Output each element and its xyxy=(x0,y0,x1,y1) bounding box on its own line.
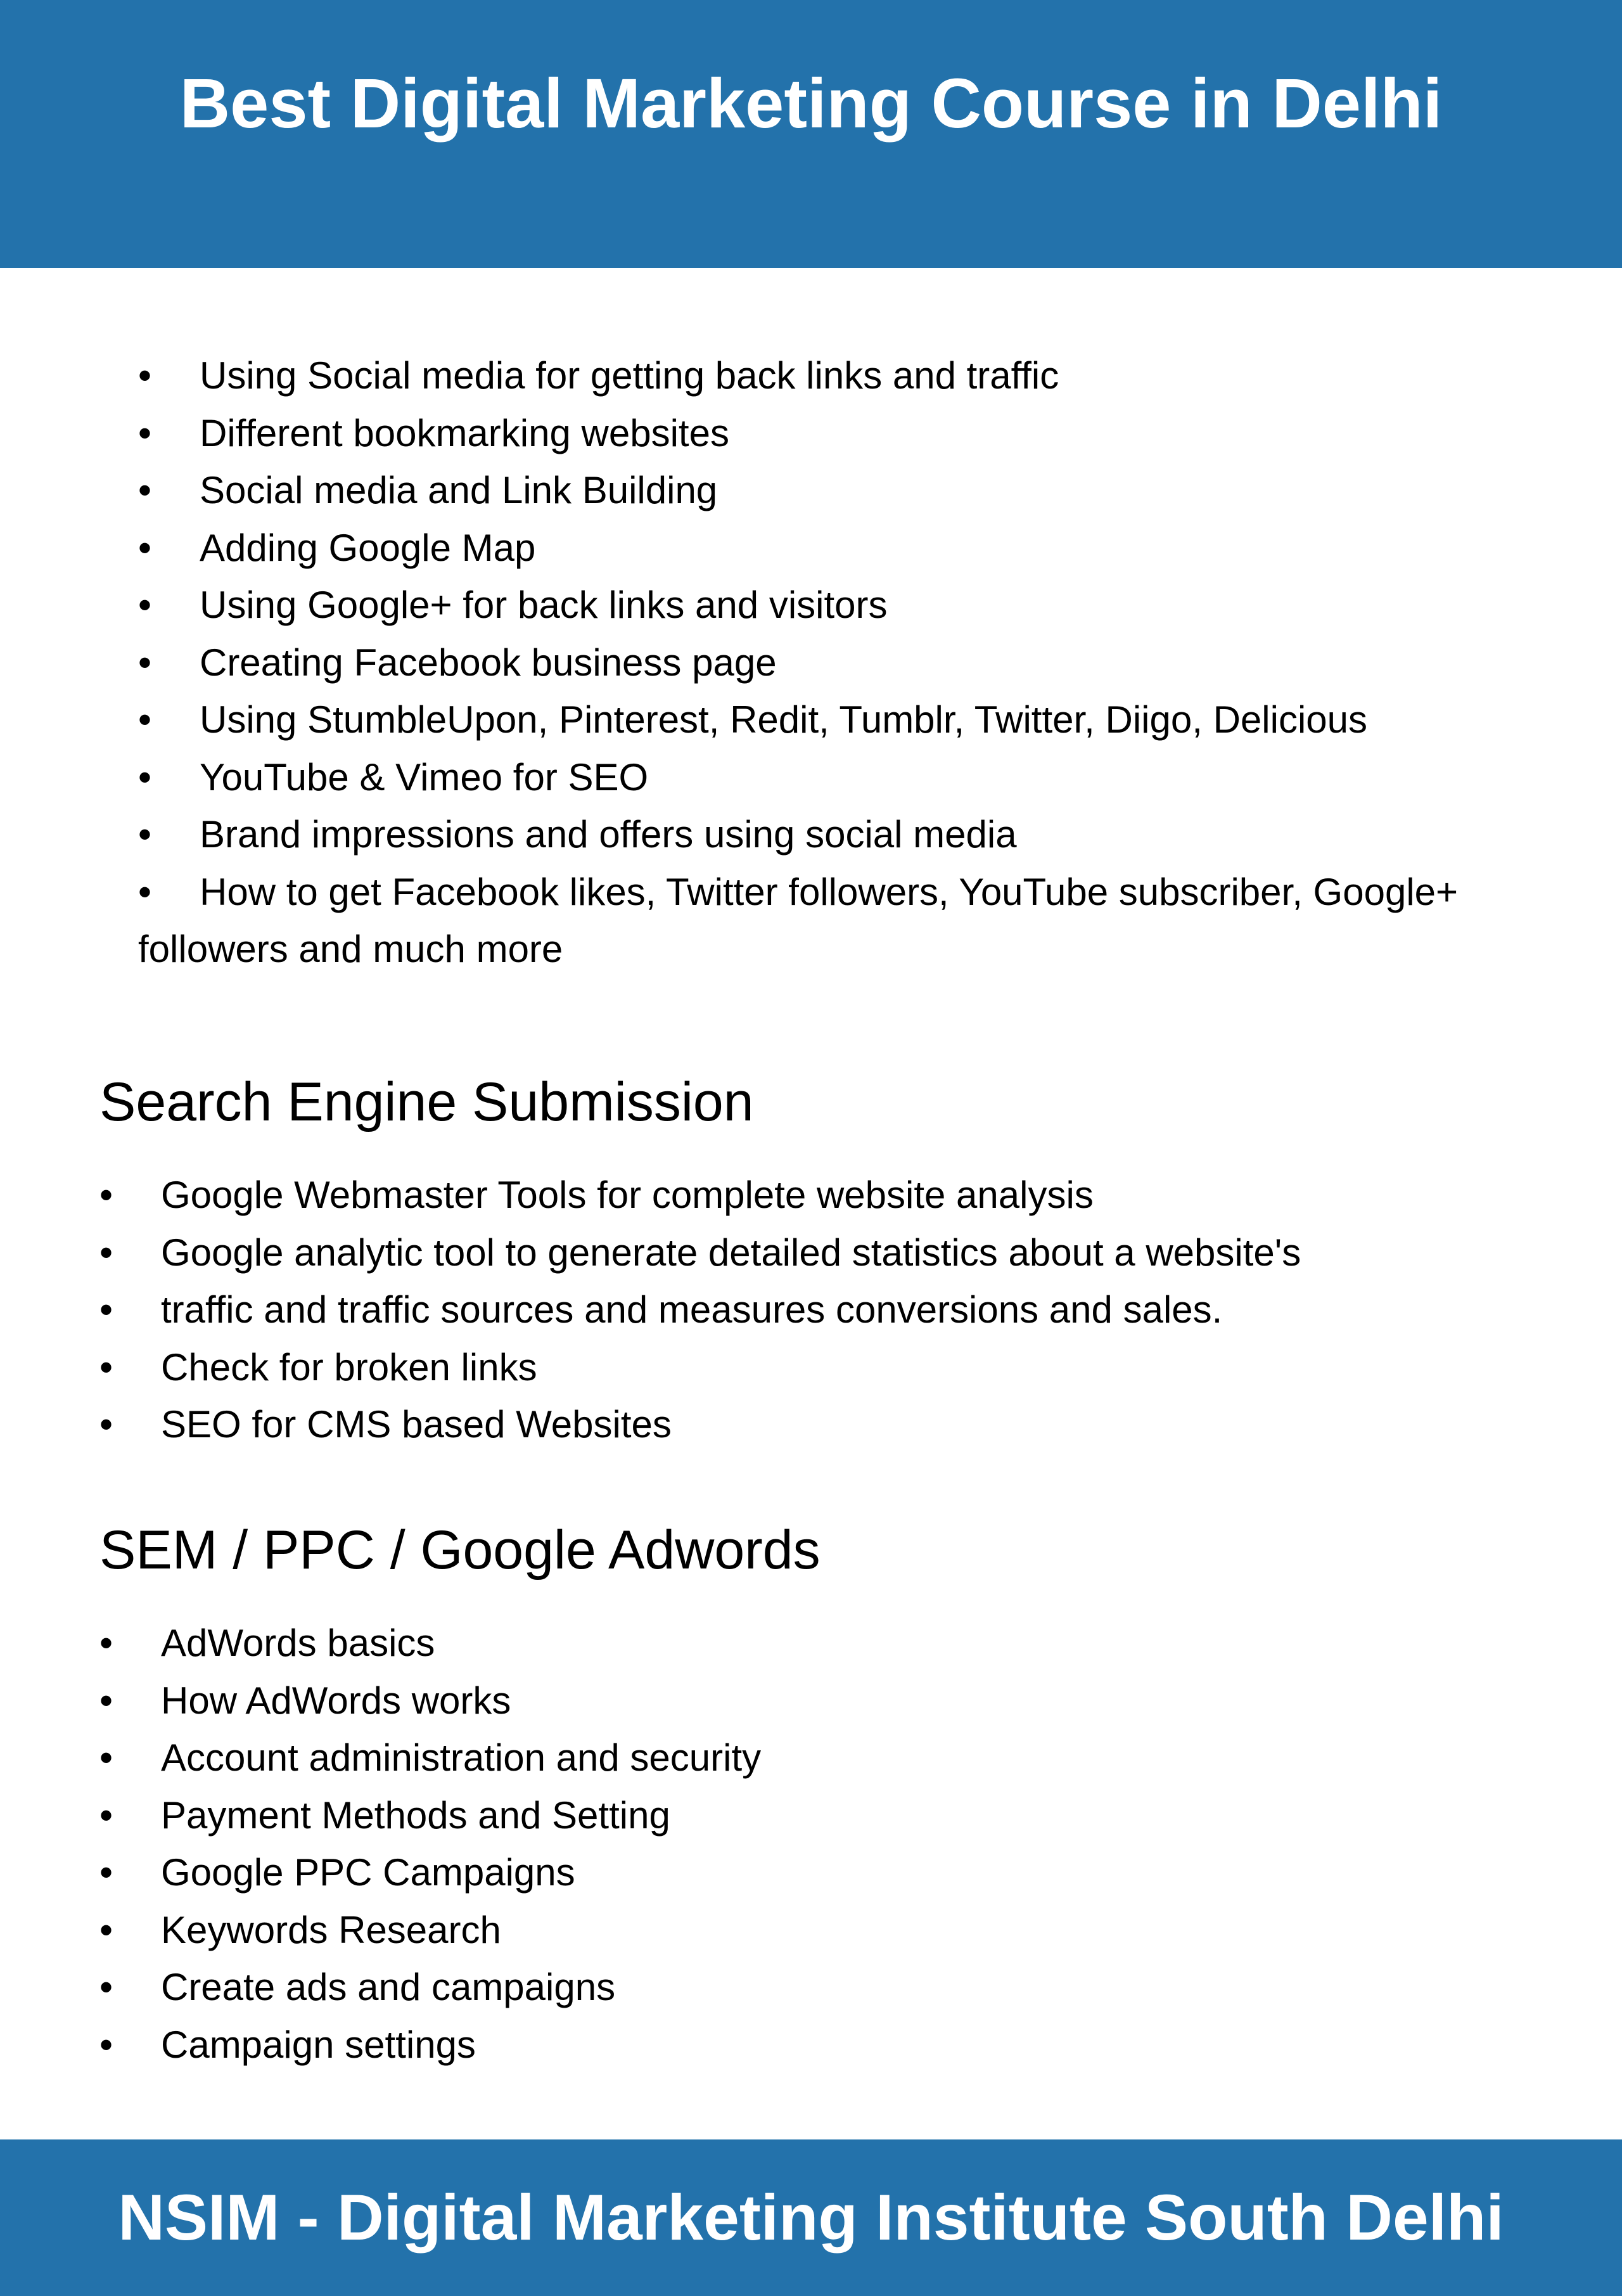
list-item-text: Account administration and security xyxy=(161,1736,762,1779)
list-item-text: Using Social media for getting back links and traffic xyxy=(200,354,1059,397)
list-item-text: Using StumbleUpon, Pinterest, Redit, Tumblr, Twitter, Diigo, Delicious xyxy=(200,698,1368,741)
list-item xyxy=(138,634,1532,692)
list-item xyxy=(99,1844,1557,1902)
list-item-text: traffic and traffic sources and measures conversions and sales. xyxy=(161,1288,1223,1331)
list-item xyxy=(138,691,1532,749)
footer-banner xyxy=(0,2139,1622,2296)
bullet-icon: • xyxy=(99,1174,113,1216)
list-item xyxy=(138,347,1532,405)
bullet-icon: • xyxy=(99,1966,113,2008)
list-item-text: Payment Methods and Setting xyxy=(161,1793,670,1837)
bullet-icon: • xyxy=(138,813,152,856)
section-heading-search-engine: Search Engine Submission xyxy=(99,1072,754,1132)
bullet-icon: • xyxy=(99,1851,113,1894)
bullet-icon: • xyxy=(99,1679,113,1722)
list-item xyxy=(99,1396,1557,1454)
list-item xyxy=(138,405,1532,463)
list-item-text: Google analytic tool to generate detailed statistics about a website's xyxy=(161,1231,1301,1274)
list-item-text: Brand impressions and offers using social media xyxy=(200,813,1017,856)
list-item-text: Creating Facebook business page xyxy=(200,641,777,684)
list-item-text: Campaign settings xyxy=(161,2023,476,2066)
sem-list xyxy=(99,1615,1557,2074)
bullet-icon: • xyxy=(138,698,152,741)
list-item-text: AdWords basics xyxy=(161,1622,435,1664)
list-item-text: Adding Google Map xyxy=(200,526,536,569)
bullet-icon: • xyxy=(138,469,152,511)
bullet-icon: • xyxy=(99,1736,113,1779)
list-item xyxy=(99,1672,1557,1730)
list-item xyxy=(99,1729,1557,1787)
bullet-icon: • xyxy=(138,584,152,626)
bullet-icon: • xyxy=(138,526,152,569)
footer-title: NSIM - Digital Marketing Institute South Delhi xyxy=(118,2181,1504,2254)
bullet-icon: • xyxy=(99,1403,113,1446)
bullet-icon: • xyxy=(138,411,152,454)
list-item xyxy=(99,2017,1557,2074)
list-item xyxy=(99,1339,1557,1397)
bullet-icon: • xyxy=(138,755,152,798)
list-item-text: Different bookmarking websites xyxy=(200,411,729,454)
list-item xyxy=(138,864,1532,978)
bullet-icon: • xyxy=(99,1622,113,1664)
list-item xyxy=(138,577,1532,634)
bullet-icon: • xyxy=(99,2023,113,2066)
list-item-text: Check for broken links xyxy=(161,1345,537,1389)
list-item-text: Create ads and campaigns xyxy=(161,1966,616,2008)
list-item-text: YouTube & Vimeo for SEO xyxy=(200,755,649,798)
list-item xyxy=(138,462,1532,520)
list-item-text: Keywords Research xyxy=(161,1908,501,1951)
search-engine-list xyxy=(99,1167,1557,1454)
list-item xyxy=(99,1959,1557,2017)
bullet-icon: • xyxy=(138,870,152,913)
list-item xyxy=(99,1787,1557,1845)
list-item-text: How to get Facebook likes, Twitter followers, YouTube subscriber, Google+ followers and much more xyxy=(138,870,1459,970)
bullet-icon: • xyxy=(99,1231,113,1274)
bullet-icon: • xyxy=(138,641,152,684)
list-item xyxy=(138,749,1532,807)
list-item-text: Social media and Link Building xyxy=(200,469,718,511)
bullet-icon: • xyxy=(138,354,152,397)
bullet-icon: • xyxy=(99,1793,113,1837)
list-item xyxy=(99,1224,1557,1282)
bullet-icon: • xyxy=(99,1345,113,1389)
list-item-text: How AdWords works xyxy=(161,1679,511,1722)
section-heading-sem: SEM / PPC / Google Adwords xyxy=(99,1520,821,1581)
list-item-text: Using Google+ for back links and visitors xyxy=(200,584,888,626)
list-item xyxy=(99,1902,1557,1959)
social-media-list xyxy=(138,347,1532,978)
list-item xyxy=(99,1281,1557,1339)
list-item xyxy=(99,1167,1557,1224)
list-item xyxy=(138,806,1532,864)
page-title: Best Digital Marketing Course in Delhi xyxy=(179,65,1443,143)
list-item xyxy=(138,520,1532,577)
list-item-text: Google Webmaster Tools for complete website analysis xyxy=(161,1174,1094,1216)
list-item-text: Google PPC Campaigns xyxy=(161,1851,575,1894)
list-item xyxy=(99,1615,1557,1672)
header-banner xyxy=(0,0,1622,268)
bullet-icon: • xyxy=(99,1908,113,1951)
bullet-icon: • xyxy=(99,1288,113,1331)
list-item-text: SEO for CMS based Websites xyxy=(161,1403,672,1446)
